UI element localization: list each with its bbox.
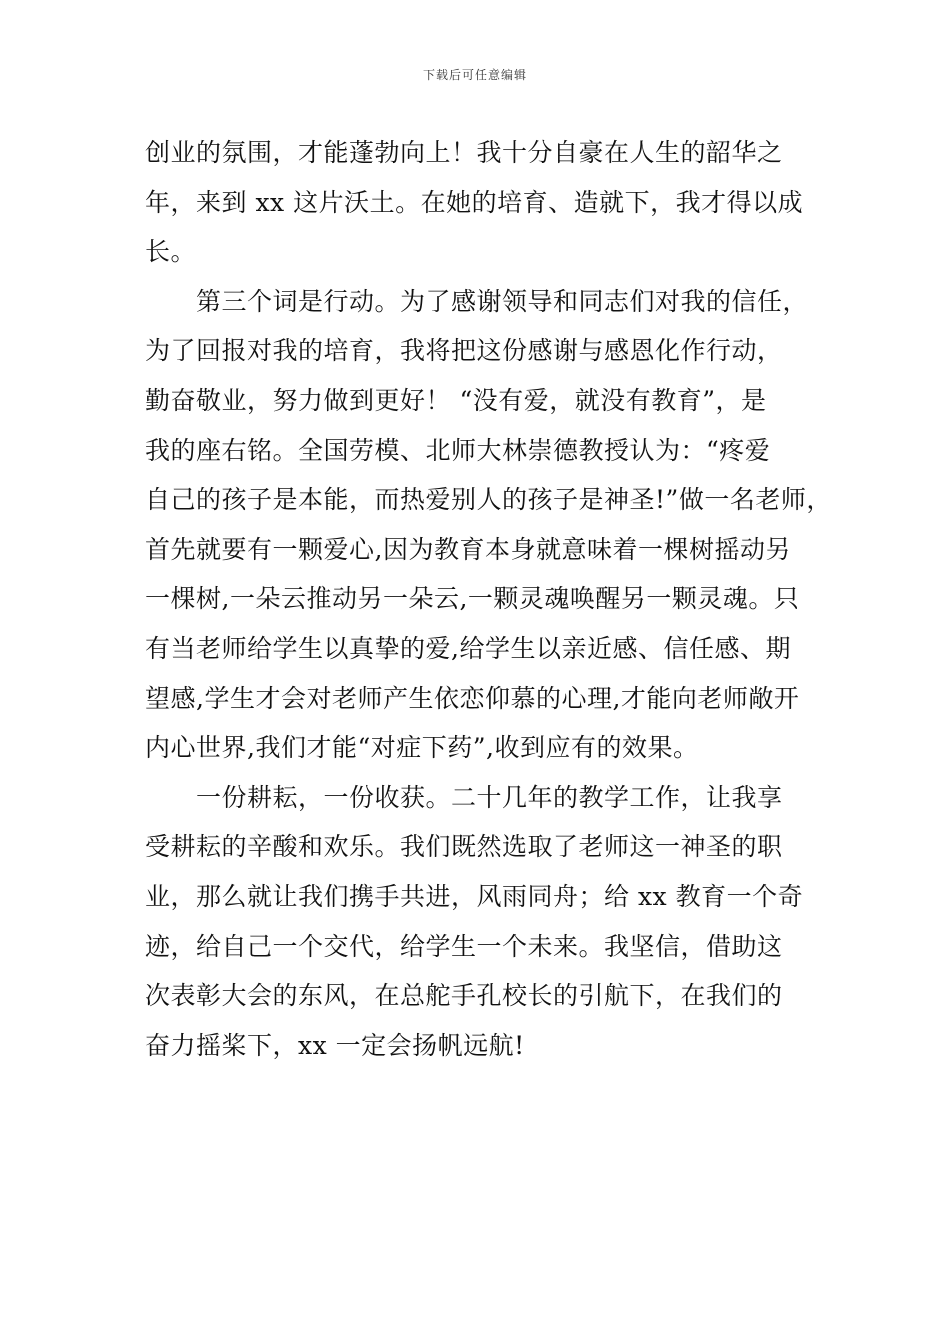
text-line: 望感,学生才会对老师产生依恋仰慕的心理,才能向老师敞开: [145, 683, 800, 713]
page-header-note: 下载后可任意编辑: [422, 68, 527, 82]
text-line: 创业的氛围，才能蓬勃向上！我十分自豪在人生的韶华之: [145, 138, 783, 167]
paragraph-first-line: 一份耕耘，一份收获。二十几年的教学工作，让我享: [196, 782, 783, 812]
text-line: 为了回报对我的培育，我将把这份感谢与感恩化作行动，: [145, 336, 783, 366]
text-line: 年，来到 xx 这片沃土。在她的培育、造就下，我才得以成: [145, 187, 804, 217]
text-line: 业，那么就让我们携手共进，风雨同舟；给 xx 教育一个奇: [145, 881, 804, 911]
text-line: 受耕耘的辛酸和欢乐。我们既然选取了老师这一神圣的职: [145, 832, 783, 862]
text-line: 内心世界,我们才能“对症下药”,收到应有的效果。: [145, 733, 699, 763]
text-line: 首先就要有一颗爱心,因为教育本身就意味着一棵树摇动另: [145, 534, 791, 564]
text-line: 自己的孩子是本能，而热爱别人的孩子是神圣!”做一名老师，: [145, 485, 832, 515]
text-line: 勤奋敬业，努力做到更好！ “没有爱，就没有教育”，是: [145, 385, 767, 415]
text-line: 我的座右铭。全国劳模、北师大林崇德教授认为：“疼爱: [145, 435, 771, 465]
text-line: 迹，给自己一个交代，给学生一个未来。我坚信，借助这: [145, 931, 783, 961]
text-line: 有当老师给学生以真挚的爱,给学生以亲近感、信任感、期: [145, 633, 791, 663]
text-line: 次表彰大会的东风，在总舵手孔校长的引航下，在我们的: [145, 981, 783, 1011]
document-body: [145, 128, 832, 1070]
text-line: 一棵树,一朵云推动另一朵云,一颗灵魂唤醒另一颗灵魂。只: [145, 584, 800, 614]
paragraph-first-line: 第三个词是行动。为了感谢领导和同志们对我的信任，: [196, 286, 809, 316]
text-line: 长。: [145, 237, 197, 267]
text-line: 奋力摇桨下，xx 一定会扬帆远航!: [145, 1030, 525, 1060]
